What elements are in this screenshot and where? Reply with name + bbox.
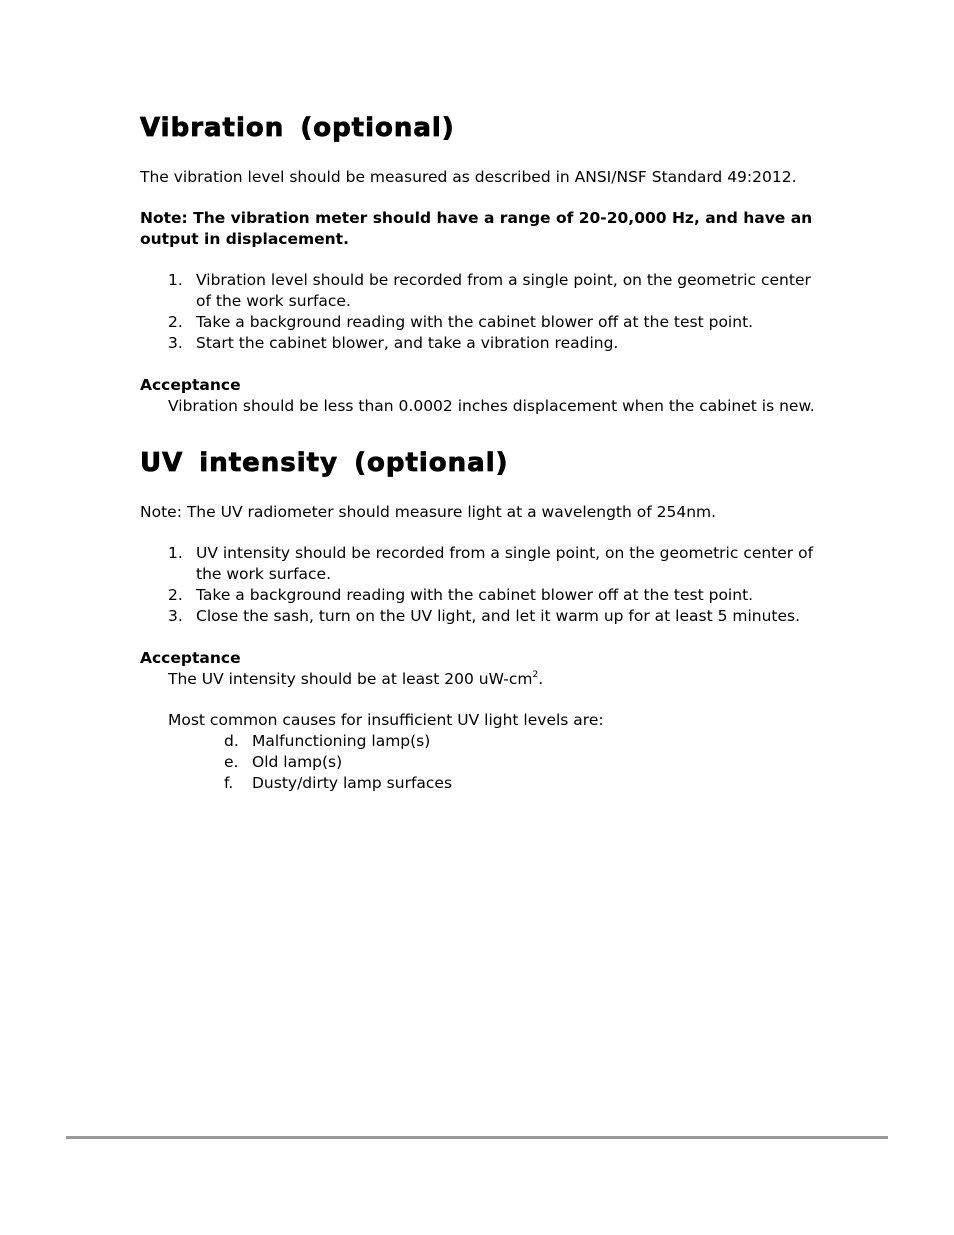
uv-heading: UV intensity (optional) xyxy=(140,448,509,478)
uv-acceptance-label: Acceptance xyxy=(140,649,241,667)
page-content xyxy=(140,112,820,794)
list-item-text: Vibration level should be recorded from a single point, on the geometric center of the work surface. xyxy=(196,271,811,310)
uv-note: Note: The UV radiometer should measure light at a wavelength of 254nm. xyxy=(140,503,717,521)
vibration-heading: Vibration (optional) xyxy=(140,113,455,143)
list-item-number: 2. xyxy=(168,313,183,331)
list-item xyxy=(140,333,820,354)
uv-acceptance-main: The UV intensity should be at least 200 uW-cm xyxy=(168,670,533,688)
list-item-text: Old lamp(s) xyxy=(252,753,343,771)
list-item-text: Take a background reading with the cabinet blower off at the test point. xyxy=(196,313,754,331)
list-item-number: 3. xyxy=(168,607,183,625)
vibration-note: Note: The vibration meter should have a range of 20-20,000 Hz, and have an output in displacement. xyxy=(140,209,813,248)
list-item-text: Take a background reading with the cabinet blower off at the test point. xyxy=(196,586,754,604)
vibration-acceptance-label: Acceptance xyxy=(140,376,241,394)
list-item xyxy=(140,606,820,627)
list-item-letter: f. xyxy=(224,774,234,792)
vibration-intro: The vibration level should be measured as described in ANSI/NSF Standard 49:2012. xyxy=(140,168,797,186)
uv-acceptance-text xyxy=(140,669,820,690)
list-item-number: 2. xyxy=(168,586,183,604)
uv-causes-list xyxy=(140,731,820,794)
uv-acceptance-superscript: 2 xyxy=(532,670,539,680)
list-item xyxy=(140,773,820,794)
list-item-text: UV intensity should be recorded from a single point, on the geometric center of the work surface. xyxy=(196,544,814,583)
list-item xyxy=(140,731,820,752)
uv-causes-intro: Most common causes for insufficient UV light levels are: xyxy=(168,711,604,729)
list-item-number: 3. xyxy=(168,334,183,352)
list-item xyxy=(140,312,820,333)
vibration-steps-list xyxy=(140,270,820,354)
list-item xyxy=(140,585,820,606)
uv-steps-list xyxy=(140,543,820,627)
list-item-text: Dusty/dirty lamp surfaces xyxy=(252,774,453,792)
list-item xyxy=(140,270,820,312)
vibration-acceptance-text: Vibration should be less than 0.0002 inches displacement when the cabinet is new. xyxy=(168,397,815,415)
footer-divider xyxy=(66,1136,888,1139)
list-item-letter: d. xyxy=(224,732,239,750)
list-item-number: 1. xyxy=(168,544,183,562)
list-item-number: 1. xyxy=(168,271,183,289)
list-item-text: Start the cabinet blower, and take a vibration reading. xyxy=(196,334,619,352)
list-item-text: Close the sash, turn on the UV light, and let it warm up for at least 5 minutes. xyxy=(196,607,801,625)
list-item-letter: e. xyxy=(224,753,239,771)
list-item-text: Malfunctioning lamp(s) xyxy=(252,732,431,750)
list-item xyxy=(140,752,820,773)
uv-acceptance-period: . xyxy=(538,670,544,688)
list-item xyxy=(140,543,820,585)
